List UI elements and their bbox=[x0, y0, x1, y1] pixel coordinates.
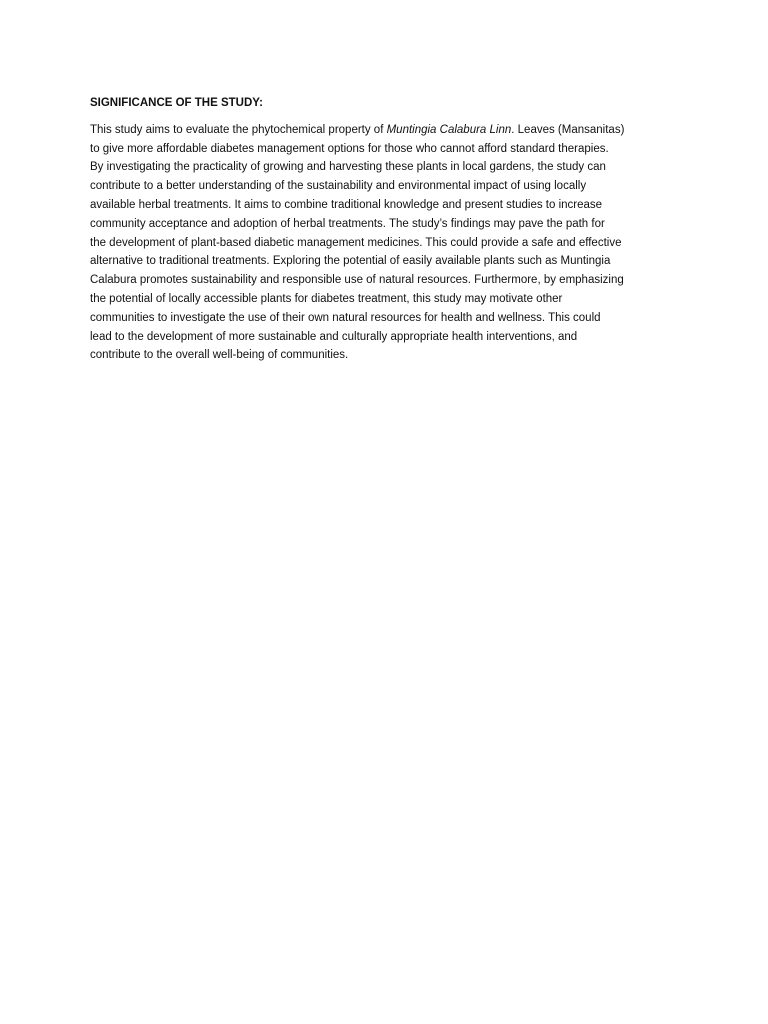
paragraph-line-12: lead to the development of more sustainable and culturally appropriate health interventions, and bbox=[90, 330, 578, 343]
paragraph-line-1 bbox=[90, 121, 680, 140]
paragraph-line-8: alternative to traditional treatments. Exploring the potential of easily available plants such as Muntingia bbox=[90, 255, 611, 268]
paragraph-line-5: available herbal treatments. It aims to combine traditional knowledge and present studies to increase bbox=[90, 198, 603, 211]
paragraph-line-10: the potential of locally accessible plants for diabetes treatment, this study may motivate other bbox=[90, 292, 563, 305]
body-paragraph bbox=[90, 121, 680, 365]
paragraph-line-11: communities to investigate the use of their own natural resources for health and wellness. This could bbox=[90, 311, 601, 324]
line-1-after-text: . Leaves (Mansanitas) bbox=[511, 123, 625, 136]
section-heading: SIGNIFICANCE OF THE STUDY: bbox=[90, 97, 263, 109]
paragraph-line-6: community acceptance and adoption of herbal treatments. The study’s findings may pave the path for bbox=[90, 217, 605, 230]
document-content bbox=[90, 94, 680, 365]
scientific-plant-name: Muntingia Calabura Linn bbox=[386, 123, 512, 136]
paragraph-line-9: Calabura promotes sustainability and responsible use of natural resources. Furthermore, by emphasizing bbox=[90, 274, 624, 287]
paragraph-line-3: By investigating the practicality of growing and harvesting these plants in local gardens, the study can bbox=[90, 161, 606, 174]
line-1-before-text: This study aims to evaluate the phytochemical property of bbox=[90, 123, 387, 136]
paragraph-line-7: the development of plant-based diabetic management medicines. This could provide a safe and effective bbox=[90, 236, 622, 249]
paragraph-line-13: contribute to the overall well-being of communities. bbox=[90, 349, 349, 362]
paragraph-line-2: to give more affordable diabetes management options for those who cannot afford standard therapies. bbox=[90, 142, 609, 155]
paragraph-line-4: contribute to a better understanding of the sustainability and environmental impact of using locally bbox=[90, 180, 587, 193]
